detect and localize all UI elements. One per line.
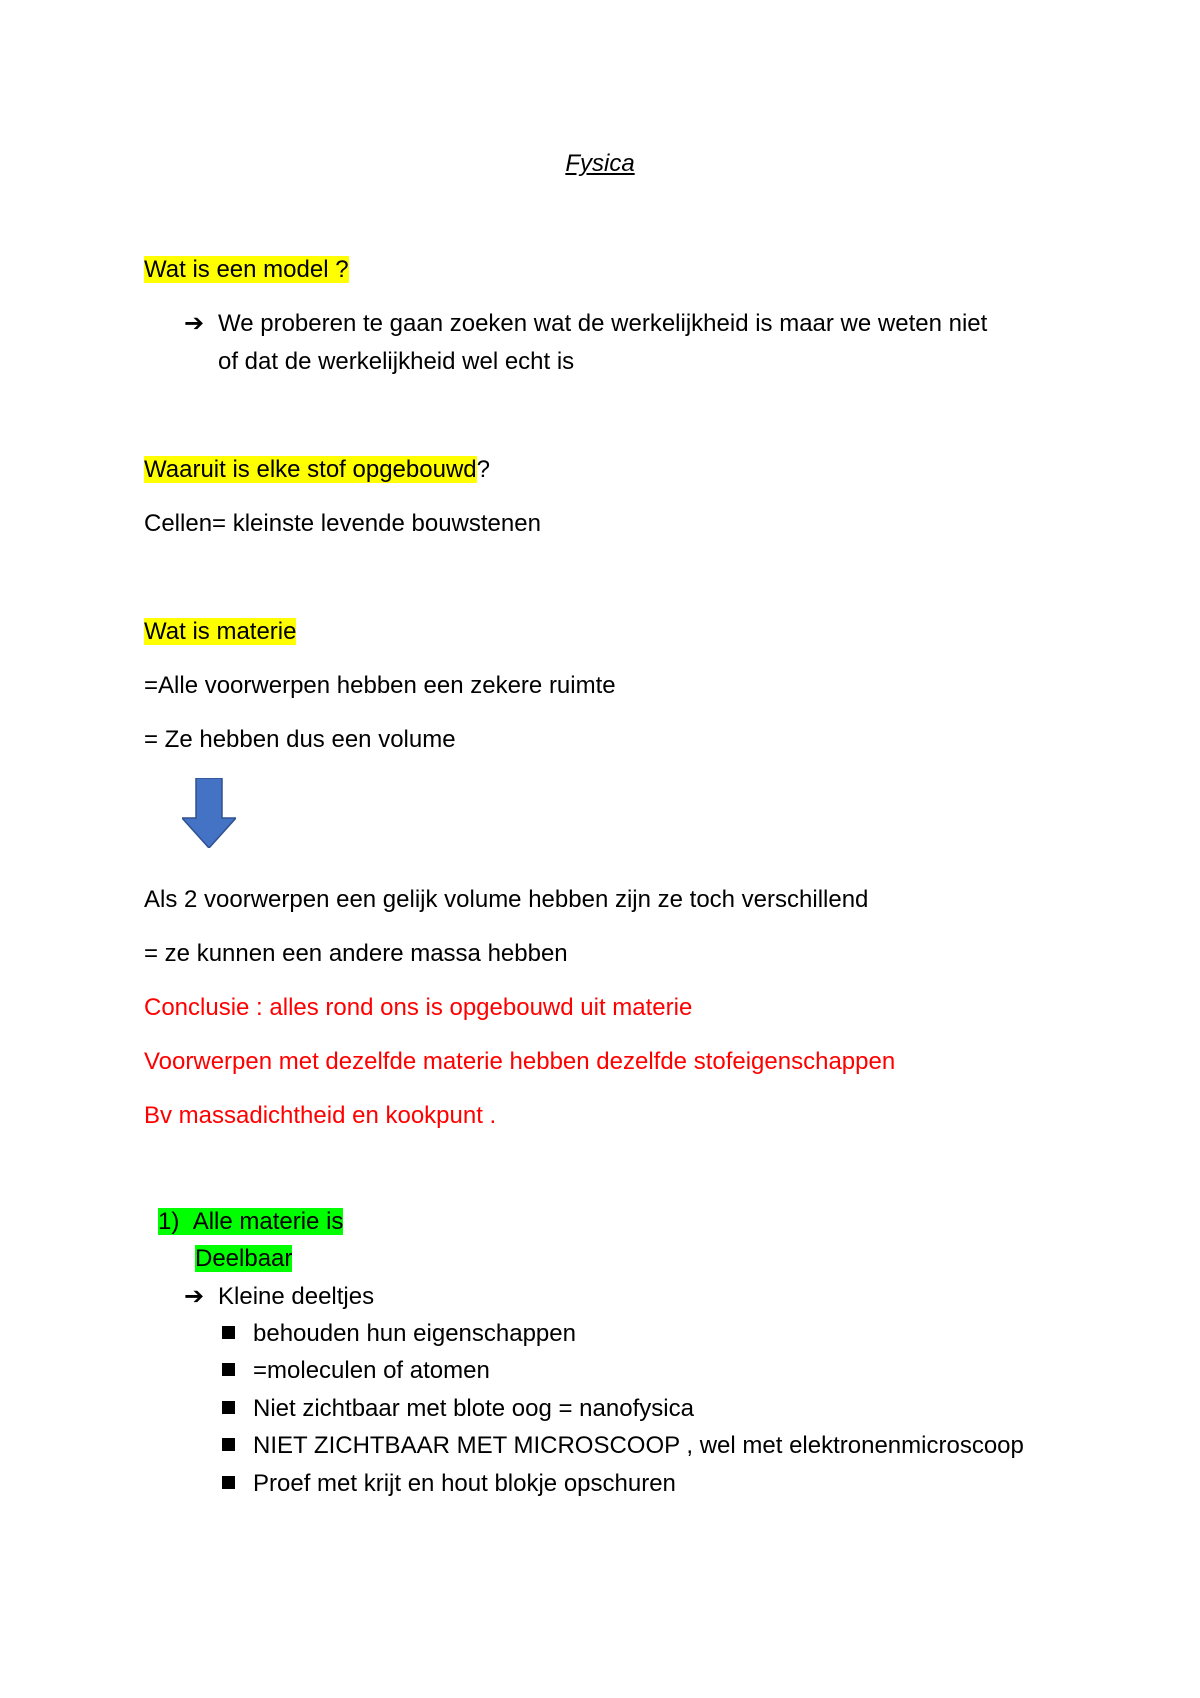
- model-arrow-line1: We proberen te gaan zoeken wat de werkelijkheid is maar we weten niet: [218, 310, 988, 337]
- conclusion-line1: Conclusie : alles rond ons is opgebouwd uit materie: [144, 994, 693, 1021]
- bullet-item: [222, 1316, 576, 1352]
- bullet-text: =moleculen of atomen: [253, 1357, 490, 1384]
- stof-line1: Cellen= kleinste levende bouwstenen: [144, 510, 541, 537]
- bullet-item: [222, 1466, 676, 1502]
- heading-deelbaar-line1: [158, 1204, 343, 1240]
- document-title: Fysica: [565, 150, 635, 177]
- square-bullet-icon: [222, 1363, 235, 1376]
- bullet-text: NIET ZICHTBAAR MET MICROSCOOP , wel met elektronenmicroscoop: [253, 1432, 1024, 1459]
- materie-line4: = ze kunnen een andere massa hebben: [144, 940, 568, 967]
- right-arrow-icon: ➔: [184, 310, 205, 337]
- bullet-text: behouden hun eigenschappen: [253, 1320, 576, 1347]
- model-arrow-item: [184, 306, 987, 342]
- right-arrow-icon: ➔: [184, 1283, 205, 1310]
- heading-deelbaar-text1: Alle materie is: [192, 1208, 344, 1235]
- materie-line1: =Alle voorwerpen hebben een zekere ruimte: [144, 672, 616, 699]
- bullet-text: Niet zichtbaar met blote oog = nanofysica: [253, 1395, 694, 1422]
- heading-deelbaar-number: 1): [158, 1208, 180, 1235]
- heading-deelbaar-text2: Deelbaar: [195, 1245, 293, 1272]
- heading-materie-text: Wat is materie: [144, 618, 297, 645]
- square-bullet-icon: [222, 1438, 235, 1451]
- heading-deelbaar-gap: [179, 1208, 192, 1235]
- bullet-text: Proef met krijt en hout blokje opschuren: [253, 1470, 676, 1497]
- conclusion-line3: Bv massadichtheid en kookpunt .: [144, 1102, 497, 1129]
- model-arrow-line2: of dat de werkelijkheid wel echt is: [218, 348, 575, 375]
- down-arrow-icon: [182, 778, 236, 848]
- heading-model: [144, 252, 349, 288]
- heading-deelbaar-line2: [195, 1241, 292, 1277]
- square-bullet-icon: [222, 1476, 235, 1489]
- deelbaar-arrow-text: Kleine deeltjes: [218, 1283, 375, 1310]
- square-bullet-icon: [222, 1326, 235, 1339]
- bullet-item: [222, 1391, 694, 1427]
- square-bullet-icon: [222, 1401, 235, 1414]
- bullet-item: [222, 1428, 1024, 1464]
- heading-stof: [144, 452, 490, 488]
- materie-line2: = Ze hebben dus een volume: [144, 726, 456, 753]
- heading-stof-suffix: ?: [476, 456, 490, 483]
- materie-line3: Als 2 voorwerpen een gelijk volume hebben zijn ze toch verschillend: [144, 886, 869, 913]
- conclusion-line2: Voorwerpen met dezelfde materie hebben dezelfde stofeigenschappen: [144, 1048, 896, 1075]
- heading-materie: [144, 614, 296, 650]
- heading-model-text: Wat is een model ?: [144, 256, 349, 283]
- bullet-item: [222, 1353, 490, 1389]
- heading-stof-text: Waaruit is elke stof opgebouwd: [144, 456, 477, 483]
- deelbaar-arrow-item: [184, 1279, 374, 1315]
